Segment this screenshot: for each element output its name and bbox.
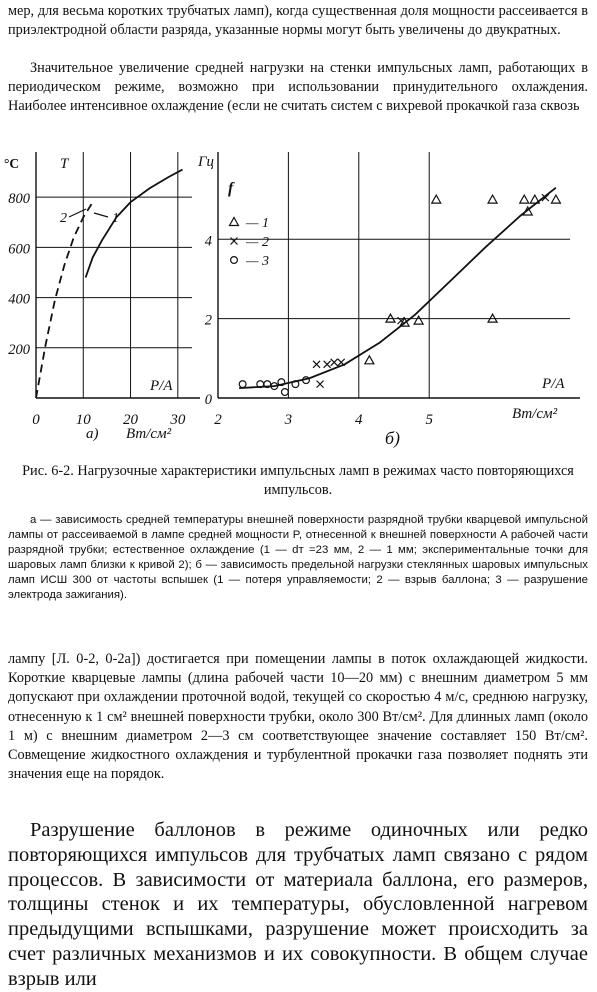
- pb-x-tick-label: 4: [355, 412, 363, 428]
- figure-caption: Рис. 6-2. Нагрузочные характеристики импульсных ламп в режимах часто повторяющихся импульсов.: [22, 463, 574, 498]
- panel-a-y-symbol: T: [60, 156, 69, 172]
- pb-point-1: [414, 316, 423, 324]
- body-paragraph: лампу [Л. 0-2, 0-2а]) достигается при помещении лампы в поток охлаждающей жидкости. Короткие кварцевые лампы (длина рабочей части 10—20 мм) с внешним диаметром 5 мм допускают при охлаждении проточной водой, текущей со скоростью 4 м/с, среднюю нагрузку, отнесенную к 1 см² внешней поверхности трубки, около 300 Вт/см². Для длинных ламп (около 1 м) с внешним диаметром 2—3 см соответствующее значение составляет 150 Вт/см². Совмещение жидкостного охлаждения и турбулентной прокачки газа позволяет поднять эти значения еще на порядок.: [8, 651, 588, 783]
- legend-marker-circle: [231, 257, 238, 264]
- chart-panel-a: [4, 152, 200, 442]
- pb-point-2: [313, 361, 320, 368]
- pa-series-1-line: [86, 170, 183, 278]
- pb-point-3: [281, 389, 288, 396]
- pa-x-tick-label: 10: [75, 412, 91, 428]
- pb-x-tick-label: 5: [425, 412, 433, 428]
- large-paragraph: Разрушение баллонов в режиме одиночных или редко повторяющихся импульсов для трубчатых ламп связано с рядом процессов. В зависимости от материала баллона, его размеров, толщины стенок и их температуры, обусловленной нагревом предыдущими вспышками, разрушение может происходить за счет различных механизмов и их совокупности. В общем случае взрыв или: [8, 819, 588, 990]
- panel-b-x-unit: Вт/см²: [512, 406, 558, 422]
- legend-label-2: — 2: [246, 235, 269, 250]
- panel-b-legend: [230, 216, 269, 269]
- pa-x-tick-label: 0: [32, 412, 40, 428]
- panel-a-y-unit: °С: [4, 156, 20, 171]
- pb-point-1: [551, 195, 560, 203]
- pa-y-tick-label: 400: [8, 291, 30, 308]
- pa-x-tick-label: 20: [123, 412, 139, 428]
- pb-point-1: [488, 314, 497, 322]
- pb-point-2: [331, 359, 338, 366]
- legend-label-3: — 3: [246, 254, 269, 269]
- pb-point-1: [432, 195, 441, 203]
- pb-series-fit-line: [239, 188, 556, 388]
- figure-6-2: [0, 138, 597, 458]
- panel-b-y-unit: Гц: [198, 154, 215, 170]
- pb-point-3: [239, 381, 246, 388]
- pb-x-tick-label: 3: [284, 412, 293, 428]
- pb-point-2: [324, 361, 331, 368]
- pb-point-1: [386, 314, 395, 322]
- legend-label-1: — 1: [246, 216, 269, 231]
- pb-point-1: [488, 195, 497, 203]
- top-paragraph-1: мер, для весьма коротких трубчатых ламп), когда существенная доля мощности рассеивается в приэлектродной области разряда, указанные нормы могут быть увеличены до двукратных.: [8, 3, 588, 39]
- pa-y-tick-label: 200: [8, 341, 30, 358]
- pa-series-2-line: [36, 202, 93, 398]
- panel-b-x-corner-label: P/A: [542, 376, 565, 392]
- panel-a-curve-label-2: 2: [60, 211, 67, 226]
- top-paragraph-2: Значительное увеличение средней нагрузки на стенки импульсных ламп, работающих в периодическом режиме, возможно при использовании принудительного охлаждения. Наиболее интенсивное охлаждение (если не считать систем с вихревой прокачкой газа сквозь: [8, 60, 588, 115]
- panel-b-label: б): [385, 428, 401, 448]
- panel-a-curve-label-1: 1: [112, 211, 119, 226]
- pb-y-tick-label: 0: [204, 392, 212, 408]
- pb-point-2: [317, 381, 324, 388]
- pb-x-tick-label: 2: [214, 412, 222, 428]
- pa-x-tick-label: 30: [170, 412, 186, 428]
- pb-point-1: [520, 195, 529, 203]
- pb-point-1: [365, 356, 374, 364]
- panel-a-x-unit: Вт/см²: [126, 426, 172, 442]
- pa-y-tick-label: 600: [8, 241, 30, 258]
- pb-point-1: [530, 195, 539, 203]
- legend-marker-cross: [231, 238, 238, 245]
- pb-y-tick-label: 4: [204, 233, 212, 250]
- chart-panel-b: [197, 152, 580, 449]
- pb-y-tick-label: 2: [204, 312, 212, 329]
- panel-a-leader-1: [94, 213, 108, 217]
- pa-y-tick-label: 800: [8, 191, 30, 208]
- figure-legend-text: а — зависимость средней температуры внешней поверхности разрядной трубки кварцевой импульсной лампы от рассеиваемой в лампе средней мощности P, отнесенной к внешней поверхности A рабочей части разрядной трубки; естественное охлаждение (1 — dт =23 мм, 2 — 1 мм; экспериментальные точки для шаровых ламп близки к кривой 2); б — зависимость предельной нагрузки стеклянных шаровых импульсных ламп ИСШ 300 от частоты вспышек (1 — потеря управляемости; 2 — взрыв баллона; 3 — разрушение электрода зажигания).: [8, 514, 588, 602]
- panel-a-x-corner-label: P/A: [150, 378, 173, 394]
- legend-marker-triangle: [230, 218, 239, 226]
- panel-b-y-symbol: f: [228, 180, 234, 197]
- panel-a-label: а): [86, 426, 99, 442]
